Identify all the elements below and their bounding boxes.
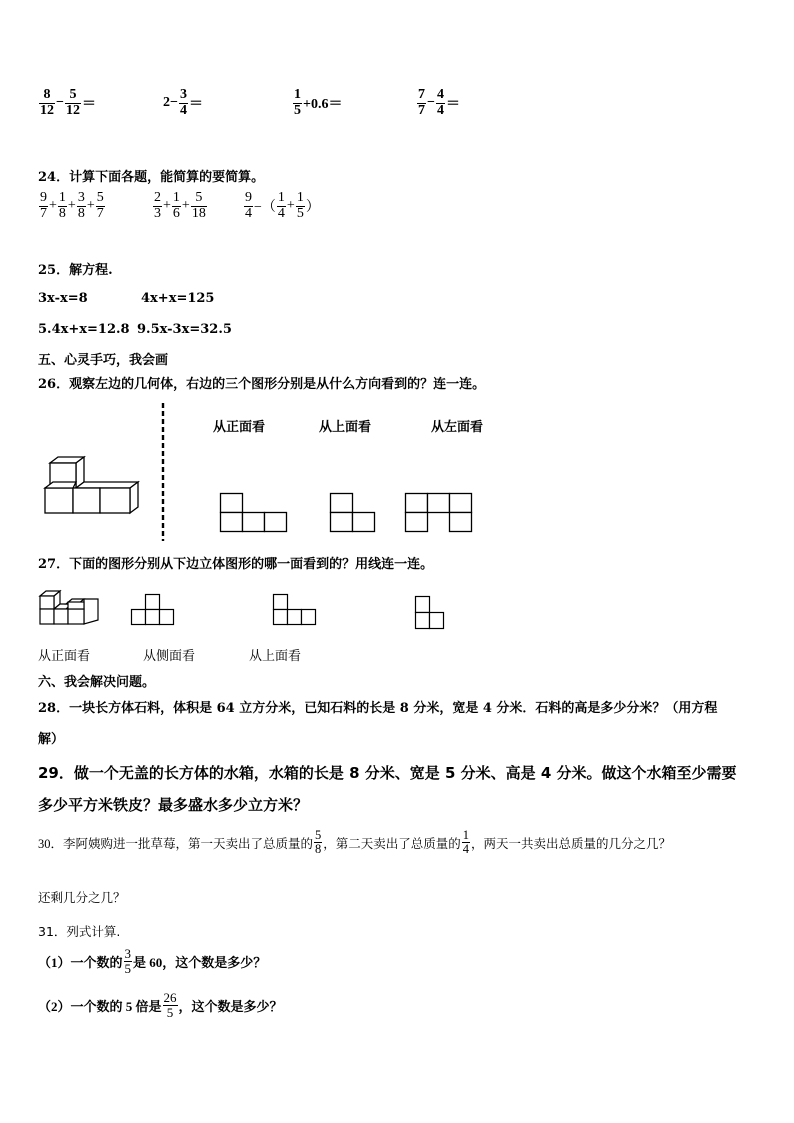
- section-5-heading: 五、心灵手巧，我会画: [38, 353, 169, 368]
- operator: ＝: [445, 97, 460, 113]
- numerator: 8: [39, 88, 55, 104]
- q30-fraction-5-8: $\frac{5}{8}$: [315, 828, 322, 857]
- denominator: 7: [96, 205, 104, 221]
- q27-view-2: [272, 594, 320, 628]
- operator: −: [427, 95, 435, 111]
- denominator: 8: [77, 205, 85, 221]
- fraction: [58, 191, 67, 221]
- fraction: [39, 191, 48, 221]
- fraction: [244, 191, 253, 221]
- numerator: 9: [40, 190, 47, 205]
- q31-sub-1-text-a: （1）一个数的: [38, 954, 123, 970]
- operator: +: [67, 198, 76, 214]
- q25-title: 25．解方程.: [38, 263, 113, 278]
- denominator: 12: [65, 102, 80, 118]
- denominator: 5: [294, 102, 301, 118]
- fraction: [436, 88, 445, 118]
- q26-view-top: [330, 493, 378, 533]
- q27-label-front: 从正面看: [38, 649, 91, 664]
- fraction: [96, 191, 105, 221]
- q27-label-side: 从侧面看: [143, 649, 196, 664]
- q28-line-2: 解）: [38, 732, 65, 747]
- q24-expr-2: [152, 191, 208, 221]
- q26-cube-solid: [40, 455, 145, 520]
- denominator: 12: [40, 102, 54, 118]
- fraction: [39, 88, 55, 118]
- operator: +0.6＝: [303, 97, 343, 113]
- q30-line-1: [38, 829, 671, 856]
- q27-label-top: 从上面看: [249, 649, 302, 664]
- operator: +: [163, 198, 171, 214]
- q24-expr-1: [38, 191, 106, 221]
- q30-text-1: 30．李阿姨购进一批草莓，第一天卖出了总质量的: [38, 836, 314, 851]
- fraction: [179, 88, 188, 118]
- denominator: 7: [40, 205, 47, 221]
- operator: +: [181, 198, 190, 214]
- q28-line-1: 28．一块长方体石料，体积是 64 立方分米，已知石料的长是 8 分米，宽是 4 分米．石料的高是多少分米？（用方程: [38, 701, 718, 716]
- fraction: [153, 191, 162, 221]
- operator: 2−: [163, 95, 178, 111]
- q27-view-3: [414, 596, 448, 632]
- fraction: [77, 191, 86, 221]
- q30-line-2: 还剩几分之几？: [38, 890, 126, 905]
- operator: ）: [305, 200, 320, 216]
- denominator: 5: [296, 205, 304, 221]
- fraction: [417, 88, 426, 118]
- q31-sub-1-text-b: 是 60，这个数是多少？: [133, 954, 267, 970]
- numerator: 5: [191, 191, 207, 207]
- q31-sub-2-text-b: ，这个数是多少？: [178, 998, 283, 1014]
- fraction: [296, 191, 305, 221]
- denominator: 6: [172, 205, 180, 221]
- q30-text-2: ，第二天卖出了总质量的: [323, 836, 461, 851]
- q31-title: 31．列式计算.: [38, 924, 121, 939]
- operator: −: [56, 95, 64, 111]
- numerator: 1: [58, 190, 66, 205]
- operator: ＝: [188, 97, 203, 113]
- denominator: 4: [179, 102, 187, 118]
- numerator: 2: [154, 190, 161, 205]
- numerator: 1: [277, 190, 285, 205]
- fraction: [191, 191, 207, 221]
- numerator: 7: [418, 87, 425, 102]
- q24-title: 24．计算下面各题，能简算的要简算。: [38, 170, 265, 185]
- q23-expr-1: [38, 88, 96, 118]
- q31-sub-2: [38, 991, 283, 1019]
- q26-view-left: [405, 493, 475, 533]
- q31-sub-1: [38, 947, 266, 975]
- fraction: [293, 88, 302, 118]
- numerator: 5: [96, 190, 104, 205]
- numerator: 1: [172, 190, 180, 205]
- denominator: 4: [436, 102, 444, 118]
- q31-sub-2-text-a: （2）一个数的 5 倍是: [38, 998, 162, 1014]
- operator: −（: [254, 200, 276, 216]
- q23-expr-4: [416, 88, 460, 118]
- q29-line-1: 29．做一个无盖的长方体的水箱，水箱的长是 8 分米、宽是 5 分米、高是 4 分米。做这个水箱至少需要: [38, 764, 737, 782]
- q26-view-front: [220, 493, 288, 533]
- q25-equation-3: 5.4x+x=12.8: [38, 322, 130, 337]
- denominator: 7: [418, 102, 425, 118]
- q26-title: 26．观察左边的几何体，右边的三个图形分别是从什么方向看到的？连一连。: [38, 377, 486, 392]
- denominator: 4: [245, 205, 252, 221]
- q23-expr-3: [292, 88, 342, 118]
- q29-line-2: 多少平方米铁皮？最多盛水多少立方米？: [38, 796, 309, 814]
- q30-fraction-1-4: $\frac{1}{4}$: [462, 828, 470, 857]
- q25-equation-2: 4x+x=125: [141, 291, 215, 306]
- q26-label-top: 从上面看: [319, 420, 372, 435]
- denominator: 8: [58, 205, 66, 221]
- q25-equation-1: 3x-x=8: [38, 291, 88, 306]
- section-6-heading: 六、我会解决问题。: [38, 675, 156, 690]
- numerator: 3: [179, 87, 187, 102]
- numerator: 1: [296, 190, 304, 205]
- operator: +: [49, 198, 57, 214]
- operator: +: [286, 198, 295, 214]
- q26-label-left: 从左面看: [431, 420, 484, 435]
- q27-title: 27．下面的图形分别从下边立体图形的哪一面看到的？用线连一连。: [38, 557, 434, 572]
- q31-fraction-26-5: $\frac{26}{5}$: [163, 990, 177, 1020]
- q25-equation-4: 9.5x-3x=32.5: [137, 322, 232, 337]
- numerator: 4: [436, 87, 444, 102]
- q26-label-front: 从正面看: [213, 420, 266, 435]
- q30-text-3: ，两天一共卖出总质量的几分之几？: [471, 836, 672, 851]
- fraction: [172, 191, 181, 221]
- fraction: [65, 88, 81, 118]
- denominator: 3: [154, 205, 161, 221]
- numerator: 9: [245, 190, 252, 205]
- numerator: 5: [65, 88, 81, 104]
- q31-fraction-3-5: $\frac{3}{5}$: [124, 946, 132, 976]
- denominator: 4: [277, 205, 285, 221]
- numerator: 1: [294, 87, 301, 102]
- fraction: [277, 191, 286, 221]
- q26-dashed-divider: [160, 403, 166, 541]
- q27-view-1: [130, 594, 176, 628]
- q24-expr-3: [243, 191, 320, 221]
- operator: +: [86, 198, 95, 214]
- numerator: 3: [77, 190, 85, 205]
- q27-cube-solid: [38, 588, 102, 628]
- operator: ＝: [81, 97, 96, 113]
- q23-expr-2: [163, 88, 203, 118]
- denominator: 18: [191, 205, 206, 221]
